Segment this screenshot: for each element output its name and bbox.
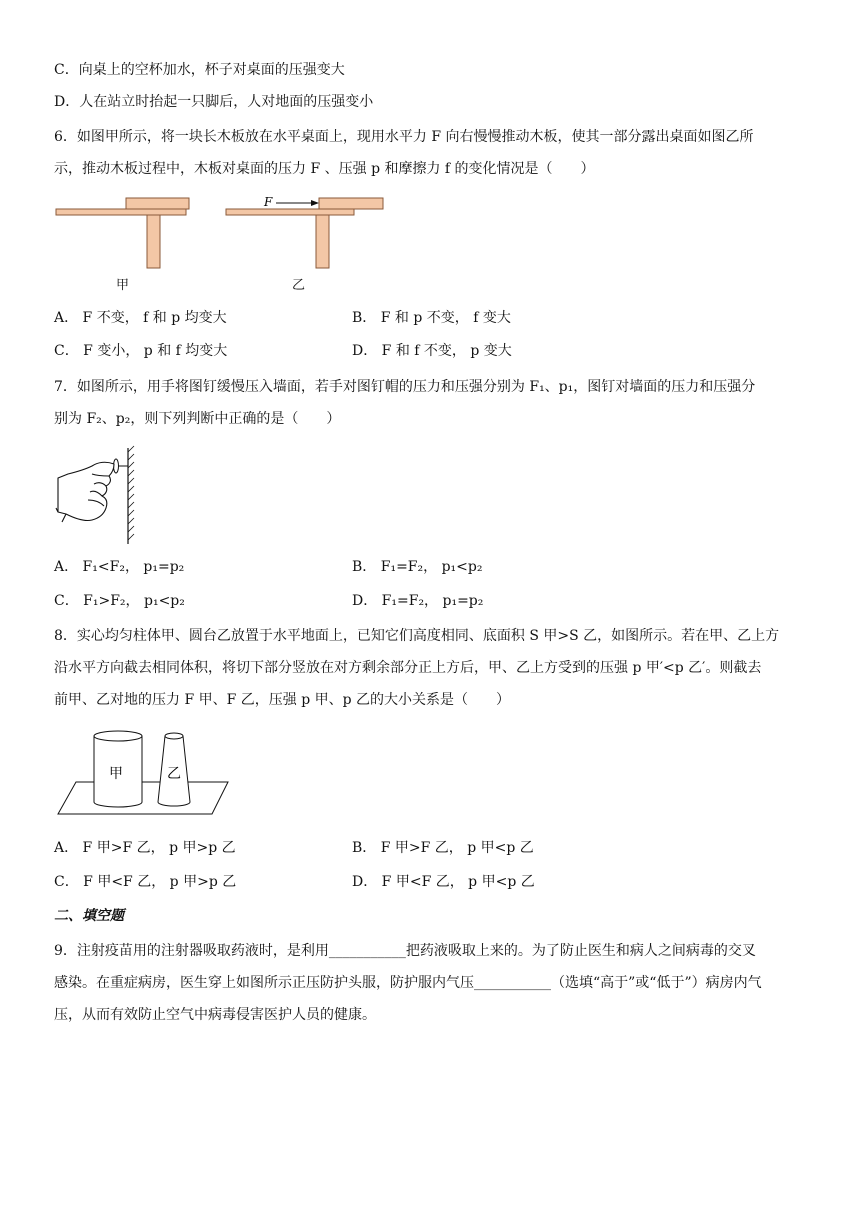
q7-stem-line1: 7．如图所示，用手将图钉缓慢压入墙面，若手对图钉帽的压力和压强分别为 F₁、p₁，图钉对墙面的压力和压强分 <box>54 379 756 395</box>
q9-stem-line3: 压，从而有效防止空气中病毒侵害医护人员的健康。 <box>54 1007 376 1023</box>
q8-stem-line3: 前甲、乙对地的压力 F 甲、F 乙，压强 p 甲、p 乙的大小关系是（ ） <box>54 692 511 708</box>
q7-stem-line2: 别为 F₂、p₂，则下列判断中正确的是（ ） <box>54 411 341 427</box>
q6-caption-jia: 甲 <box>116 278 130 293</box>
q8-stem-line1: 8．实心均匀柱体甲、圆台乙放置于水平地面上，已知它们高度相同、底面积 S 甲>S 乙，如图所示。若在甲、乙上方 <box>54 628 780 644</box>
q6-stem-line1: 6．如图甲所示，将一块长木板放在水平桌面上，现用水平力 F 向右慢慢推动木板，使其一部分露出桌面如图乙所 <box>54 129 754 145</box>
q6-figure-jia <box>56 198 189 268</box>
label-yi: 乙 <box>167 766 181 782</box>
label-jia: 甲 <box>109 766 123 782</box>
q8-figure <box>54 726 234 818</box>
q6-caption-yi: 乙 <box>292 278 306 293</box>
q7-option-a: A． F₁<F₂， p₁=p₂ <box>54 559 185 575</box>
table-leg-yi <box>316 215 329 268</box>
q7-option-b: B． F₁=F₂， p₁<p₂ <box>352 559 483 575</box>
q9-stem-line2: 感染。在重症病房，医生穿上如图所示正压防护头服，防护服内气压___________（选填“高于”或“低于”）病房内气 <box>54 975 762 991</box>
q8-option-a: A． F 甲>F 乙， p 甲>p 乙 <box>54 840 236 856</box>
q7-option-c: C． F₁>F₂， p₁<p₂ <box>54 593 185 609</box>
q9-stem-line1: 9．注射疫苗用的注射器吸取药液时，是利用___________把药液吸取上来的。为了防止医生和病人之间病毒的交叉 <box>54 943 756 959</box>
q6-option-a: A． F 不变， f 和 p 均变大 <box>54 310 227 326</box>
q8-stem-line2: 沿水平方向截去相同体积，将切下部分竖放在对方剩余部分正上方后，甲、乙上方受到的压强 p 甲′<p 乙′。则截去 <box>54 660 762 676</box>
q6-stem-line2: 示，推动木板过程中，木板对桌面的压力 F 、压强 p 和摩擦力 f 的变化情况是（ ） <box>54 161 595 177</box>
pushpin-icon <box>114 459 129 473</box>
table-top-yi <box>226 209 354 215</box>
table-leg-jia <box>147 215 160 268</box>
q6-figure-yi <box>226 195 383 268</box>
q7-option-d: D． F₁=F₂， p₁=p₂ <box>352 593 484 609</box>
q7-figure-hand-pushpin <box>54 444 144 546</box>
q6-figure <box>54 192 394 292</box>
q5-option-c: C．向桌上的空杯加水，杯子对桌面的压强变大 <box>54 62 345 78</box>
q6-option-c: C． F 变小， p 和 f 均变大 <box>54 343 228 359</box>
board-yi <box>319 198 383 209</box>
section-heading: 二、填空题 <box>54 908 124 924</box>
hand-icon <box>56 462 114 522</box>
table-top-jia <box>56 209 186 215</box>
board-jia <box>126 198 189 209</box>
force-label: F <box>264 195 273 209</box>
q5-option-d: D．人在站立时抬起一只脚后，人对地面的压强变小 <box>54 94 374 110</box>
q6-option-d: D． F 和 f 不变， p 变大 <box>352 343 512 359</box>
q8-option-b: B． F 甲>F 乙， p 甲<p 乙 <box>352 840 534 856</box>
q8-option-d: D． F 甲<F 乙， p 甲<p 乙 <box>352 874 535 890</box>
q8-option-c: C． F 甲<F 乙， p 甲>p 乙 <box>54 874 237 890</box>
ground-plane <box>58 782 228 814</box>
q6-option-b: B． F 和 p 不变， f 变大 <box>352 310 511 326</box>
force-arrow-head <box>311 200 319 206</box>
